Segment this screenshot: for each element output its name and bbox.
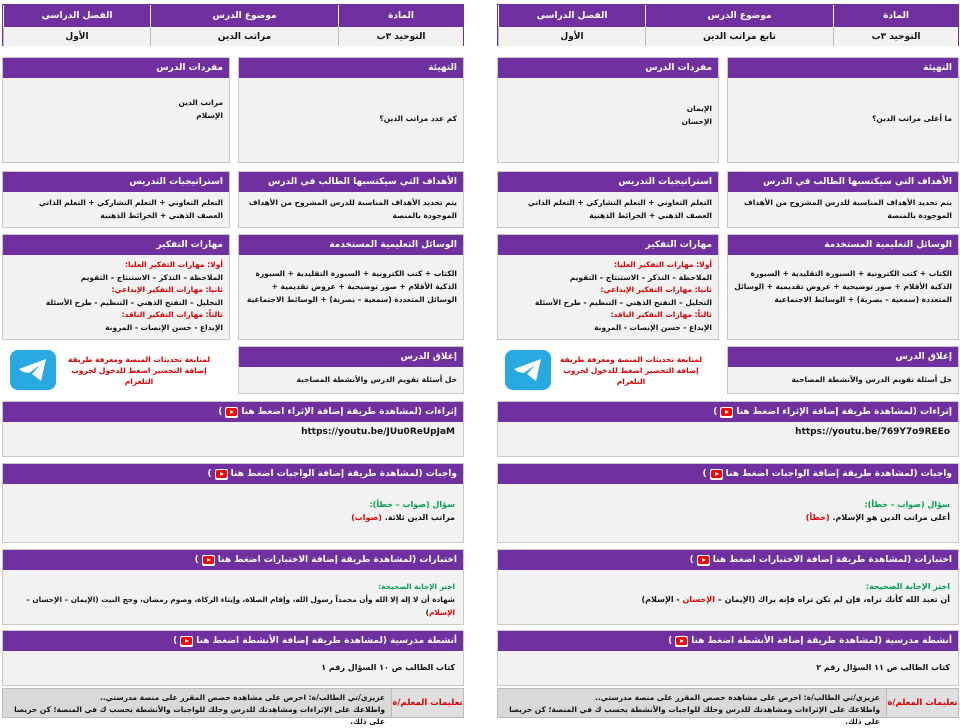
warmup-box: [727, 57, 959, 163]
homework-section: [2, 463, 464, 543]
activity-text: كتاب الطالب ص ١١ السؤال رقم ٢: [816, 663, 950, 672]
thinking-heading: أولا: مهارات التفكير العليا:: [614, 260, 712, 269]
closing-text: حل أسئلة تقويم الدرس والأنشطة المصاحبة: [296, 375, 457, 384]
youtube-icon[interactable]: [720, 407, 733, 418]
strategies-line: العصف الذهني + الخرائط الذهنية: [589, 211, 712, 220]
test-answer: الإحسان: [682, 595, 715, 604]
header-topic-value: مراتب الدين: [150, 27, 338, 46]
test-label: اختر الإجابة الصحيحة:: [865, 582, 950, 591]
homework-label: سؤال (صواب – خطأ):: [369, 500, 455, 509]
media-box: [727, 234, 959, 340]
vocab-box: [497, 57, 719, 163]
homework-question: أعلى مراتب الدين هو الإسلام.: [832, 513, 950, 522]
closing-box: [238, 346, 464, 394]
homework-answer: (خطأ): [805, 513, 830, 522]
header-subject-value: التوحيد ٣ب: [833, 27, 958, 46]
strategies-line: العصف الذهني + الخرائط الذهنية: [100, 211, 223, 220]
footer-label: تعليمات المعلم/ة: [886, 689, 958, 717]
warmup-title: التهيئة: [239, 58, 463, 78]
goals-text: يتم تحديد الأهداف المناسبة للدرس المشروح من الأهداف الموجودة بالمنصة: [743, 198, 952, 220]
header-subject-value: التوحيد ٣ب: [338, 27, 463, 46]
vocab-item: الإسلام: [196, 111, 223, 120]
goals-text: يتم تحديد الأهداف المناسبة للدرس المشروح من الأهداف الموجودة بالمنصة: [248, 198, 457, 220]
vocab-item: مراتب الدين: [178, 98, 223, 107]
test-answer: الإسلام: [429, 608, 455, 617]
footer-line: واطلاعك على الإثراءات ومشاهدتك للدرس وحلك للواجبات والأنشطة بحسب ك في المنصة؛ كن حريصا على ذلك.: [14, 705, 385, 726]
telegram-icon[interactable]: [505, 350, 551, 390]
media-text: الكتاب + كتب الكترونية + السبورة التقليدية + السبورة الذكية الأقلام + صور توضيحية + عروض تقديمية + الوسائل المتعددة (سمعية – بصرية) + الوسائط الاجتماعية: [734, 269, 952, 304]
thinking-line: الملاحظة – التذكر – الاستنتاج – التقويم: [80, 272, 223, 282]
enrichment-link[interactable]: https://youtu.be/JUu0ReUpJaM: [301, 427, 455, 437]
paren: ): [689, 555, 694, 565]
footer-line: عزيزي/تي الطالب/ة: احرص على مشاهدة حصص المقرر على منصة مدرستي..: [99, 693, 385, 702]
test-tail: - الإسلام): [641, 595, 680, 604]
homework-title: واجبات (لمشاهدة طريقة إضافة الواجبات اضغط هنا: [230, 469, 457, 479]
strategies-title: استراتيجيات التدريس: [498, 172, 718, 192]
footer-label: تعليمات المعلم/ة: [391, 689, 463, 717]
header-semester-value: الأول: [498, 27, 645, 46]
strategies-box: [497, 171, 719, 228]
strategies-line: التعلم التعاوني + التعلم التشاركي + التعلم الذاتي: [38, 198, 223, 207]
header-table: [2, 4, 464, 46]
thinking-line: التحليل – التفتح الذهني – التنظيم - طرح الأسئلة: [45, 297, 223, 307]
activities-title: أنشطة مدرسية (لمشاهدة طريقة إضافة الأنشطة اضغط هنا: [196, 636, 457, 646]
test-question: شهادة أن لا إله إلا الله وأن محمداً رسول الله، وإقام الصلاة، وإيتاء الزكاة، وصوم رمضان، وحج البيت (الإيمان – الإحسان –: [26, 595, 455, 604]
thinking-line: الإبداع - حسن الإنصات - المرونة: [594, 322, 712, 332]
goals-box: [238, 171, 464, 228]
header-semester-value: الأول: [3, 27, 150, 46]
youtube-icon[interactable]: [225, 407, 238, 418]
youtube-icon[interactable]: [697, 555, 710, 566]
youtube-icon[interactable]: [202, 555, 215, 566]
paren: ): [668, 636, 673, 646]
warmup-text: كم عدد مراتب الدين؟: [379, 114, 457, 123]
lesson-page-2: [497, 0, 959, 726]
media-title: الوسائل التعليمية المستخدمة: [728, 235, 958, 255]
thinking-heading: ثانيا: مهارات التفكير الإبداعي:: [600, 285, 712, 294]
teacher-instructions: [2, 688, 464, 726]
telegram-banner[interactable]: [2, 343, 230, 397]
activities-title: أنشطة مدرسية (لمشاهدة طريقة إضافة الأنشطة اضغط هنا: [691, 636, 952, 646]
paren: ): [218, 407, 223, 417]
closing-text: حل أسئلة تقويم الدرس والأنشطة المصاحبة: [791, 375, 952, 384]
thinking-heading: أولا: مهارات التفكير العليا:: [125, 260, 223, 269]
paren: ): [713, 407, 718, 417]
header-semester-label: الفصل الدراسي: [3, 5, 150, 27]
paren: ): [173, 636, 178, 646]
thinking-title: مهارات التفكير: [3, 235, 229, 255]
youtube-icon[interactable]: [675, 636, 688, 647]
thinking-heading: ثالثاً: مهارات التفكير الناقد:: [121, 310, 223, 319]
thinking-line: التحليل – التفتح الذهني – التنظيم - طرح الأسئلة: [534, 297, 712, 307]
goals-title: الأهداف التي سيكتسبها الطالب في الدرس: [728, 172, 958, 192]
youtube-icon[interactable]: [215, 469, 228, 480]
homework-answer: (صواب): [351, 513, 382, 522]
strategies-box: [2, 171, 230, 228]
paren: ): [194, 555, 199, 565]
thinking-box: [497, 234, 719, 340]
enrichment-title: إثراءات (لمشاهدة طريقة إضافة الإثراء اضغط هنا: [736, 407, 952, 417]
thinking-line: الملاحظة – التذكر – الاستنتاج – التقويم: [569, 272, 712, 282]
vocab-item: الإيمان: [686, 104, 712, 113]
youtube-icon[interactable]: [710, 469, 723, 480]
test-question: أن تعبد الله كأنك تراه، فإن لم تكن تراه فإنه يراك (الإيمان –: [717, 595, 950, 604]
tests-title: اختبارات (لمشاهدة طريقة إضافة الاختبارات اضغط هنا: [217, 555, 457, 565]
enrichment-section: [497, 401, 959, 457]
tests-title: اختبارات (لمشاهدة طريقة إضافة الاختبارات اضغط هنا: [712, 555, 952, 565]
activities-section: [497, 630, 959, 686]
warmup-title: التهيئة: [728, 58, 958, 78]
thinking-heading: ثانيا: مهارات التفكير الإبداعي:: [111, 285, 223, 294]
tests-section: [2, 549, 464, 625]
homework-section: [497, 463, 959, 543]
thinking-heading: ثالثاً: مهارات التفكير الناقد:: [610, 310, 712, 319]
thinking-line: الإبداع - حسن الإنصات - المرونة: [105, 322, 223, 332]
vocab-box: [2, 57, 230, 163]
thinking-box: [2, 234, 230, 340]
footer-line: واطلاعك على الإثراءات ومشاهدتك للدرس وحلك للواجبات والأنشطة بحسب ك في المنصة؛ كن حريصا على ذلك.: [509, 705, 880, 726]
homework-title: واجبات (لمشاهدة طريقة إضافة الواجبات اضغط هنا: [725, 469, 952, 479]
header-table: [497, 4, 959, 46]
warmup-box: [238, 57, 464, 163]
telegram-text: لمتابعة تحديثات المنصة ومعرفة طريقة إضافة التحضير اضغط للدخول لجروب التلغرام: [67, 354, 211, 386]
paren: ): [702, 469, 707, 479]
closing-title: إغلاق الدرس: [239, 347, 463, 367]
media-title: الوسائل التعليمية المستخدمة: [239, 235, 463, 255]
enrichment-section: [2, 401, 464, 457]
strategies-line: التعلم التعاوني + التعلم التشاركي + التعلم الذاتي: [527, 198, 712, 207]
homework-question: مراتب الدين ثلاثة.: [384, 513, 455, 522]
test-tail: ): [425, 608, 429, 617]
goals-box: [727, 171, 959, 228]
media-box: [238, 234, 464, 340]
homework-label: سؤال (صواب – خطأ):: [864, 500, 950, 509]
vocab-title: مفردات الدرس: [498, 58, 718, 78]
header-subject-label: المادة: [338, 5, 463, 27]
telegram-icon[interactable]: [10, 350, 56, 390]
tests-section: [497, 549, 959, 625]
enrichment-title: إثراءات (لمشاهدة طريقة إضافة الإثراء اضغط هنا: [241, 407, 457, 417]
warmup-text: ما أعلى مراتب الدين؟: [872, 114, 952, 123]
header-topic-label: موضوع الدرس: [645, 5, 833, 27]
lesson-page-1: [2, 0, 464, 726]
telegram-banner[interactable]: [497, 343, 719, 397]
activity-text: كتاب الطالب ص ١٠ السؤال رقم ١: [321, 663, 455, 672]
activities-section: [2, 630, 464, 686]
thinking-title: مهارات التفكير: [498, 235, 718, 255]
enrichment-link[interactable]: https://youtu.be/769Y7o9REEo: [795, 427, 950, 437]
strategies-title: استراتيجيات التدريس: [3, 172, 229, 192]
media-text: الكتاب + كتب الكترونية + السبورة التقليدية + السبورة الذكية الأقلام + صور توضيحية + عروض تقديمية + الوسائل المتعددة (سمعية – بصرية) + الوسائط الاجتماعية: [246, 269, 457, 304]
paren: ): [207, 469, 212, 479]
closing-box: [727, 346, 959, 394]
telegram-text: لمتابعة تحديثات المنصة ومعرفة طريقة إضافة التحضير اضغط للدخول لجروب التلغرام: [559, 354, 703, 386]
teacher-instructions: [497, 688, 959, 726]
header-topic-label: موضوع الدرس: [150, 5, 338, 27]
youtube-icon[interactable]: [180, 636, 193, 647]
test-label: اختر الإجابة الصحيحة:: [378, 582, 455, 591]
goals-title: الأهداف التي سيكتسبها الطالب في الدرس: [239, 172, 463, 192]
header-subject-label: المادة: [833, 5, 958, 27]
header-semester-label: الفصل الدراسي: [498, 5, 645, 27]
vocab-title: مفردات الدرس: [3, 58, 229, 78]
closing-title: إغلاق الدرس: [728, 347, 958, 367]
footer-line: عزيزي/تي الطالب/ة: احرص على مشاهدة حصص المقرر على منصة مدرستي..: [594, 693, 880, 702]
vocab-item: الإحسان: [681, 117, 712, 126]
header-topic-value: تابع مراتب الدين: [645, 27, 833, 46]
